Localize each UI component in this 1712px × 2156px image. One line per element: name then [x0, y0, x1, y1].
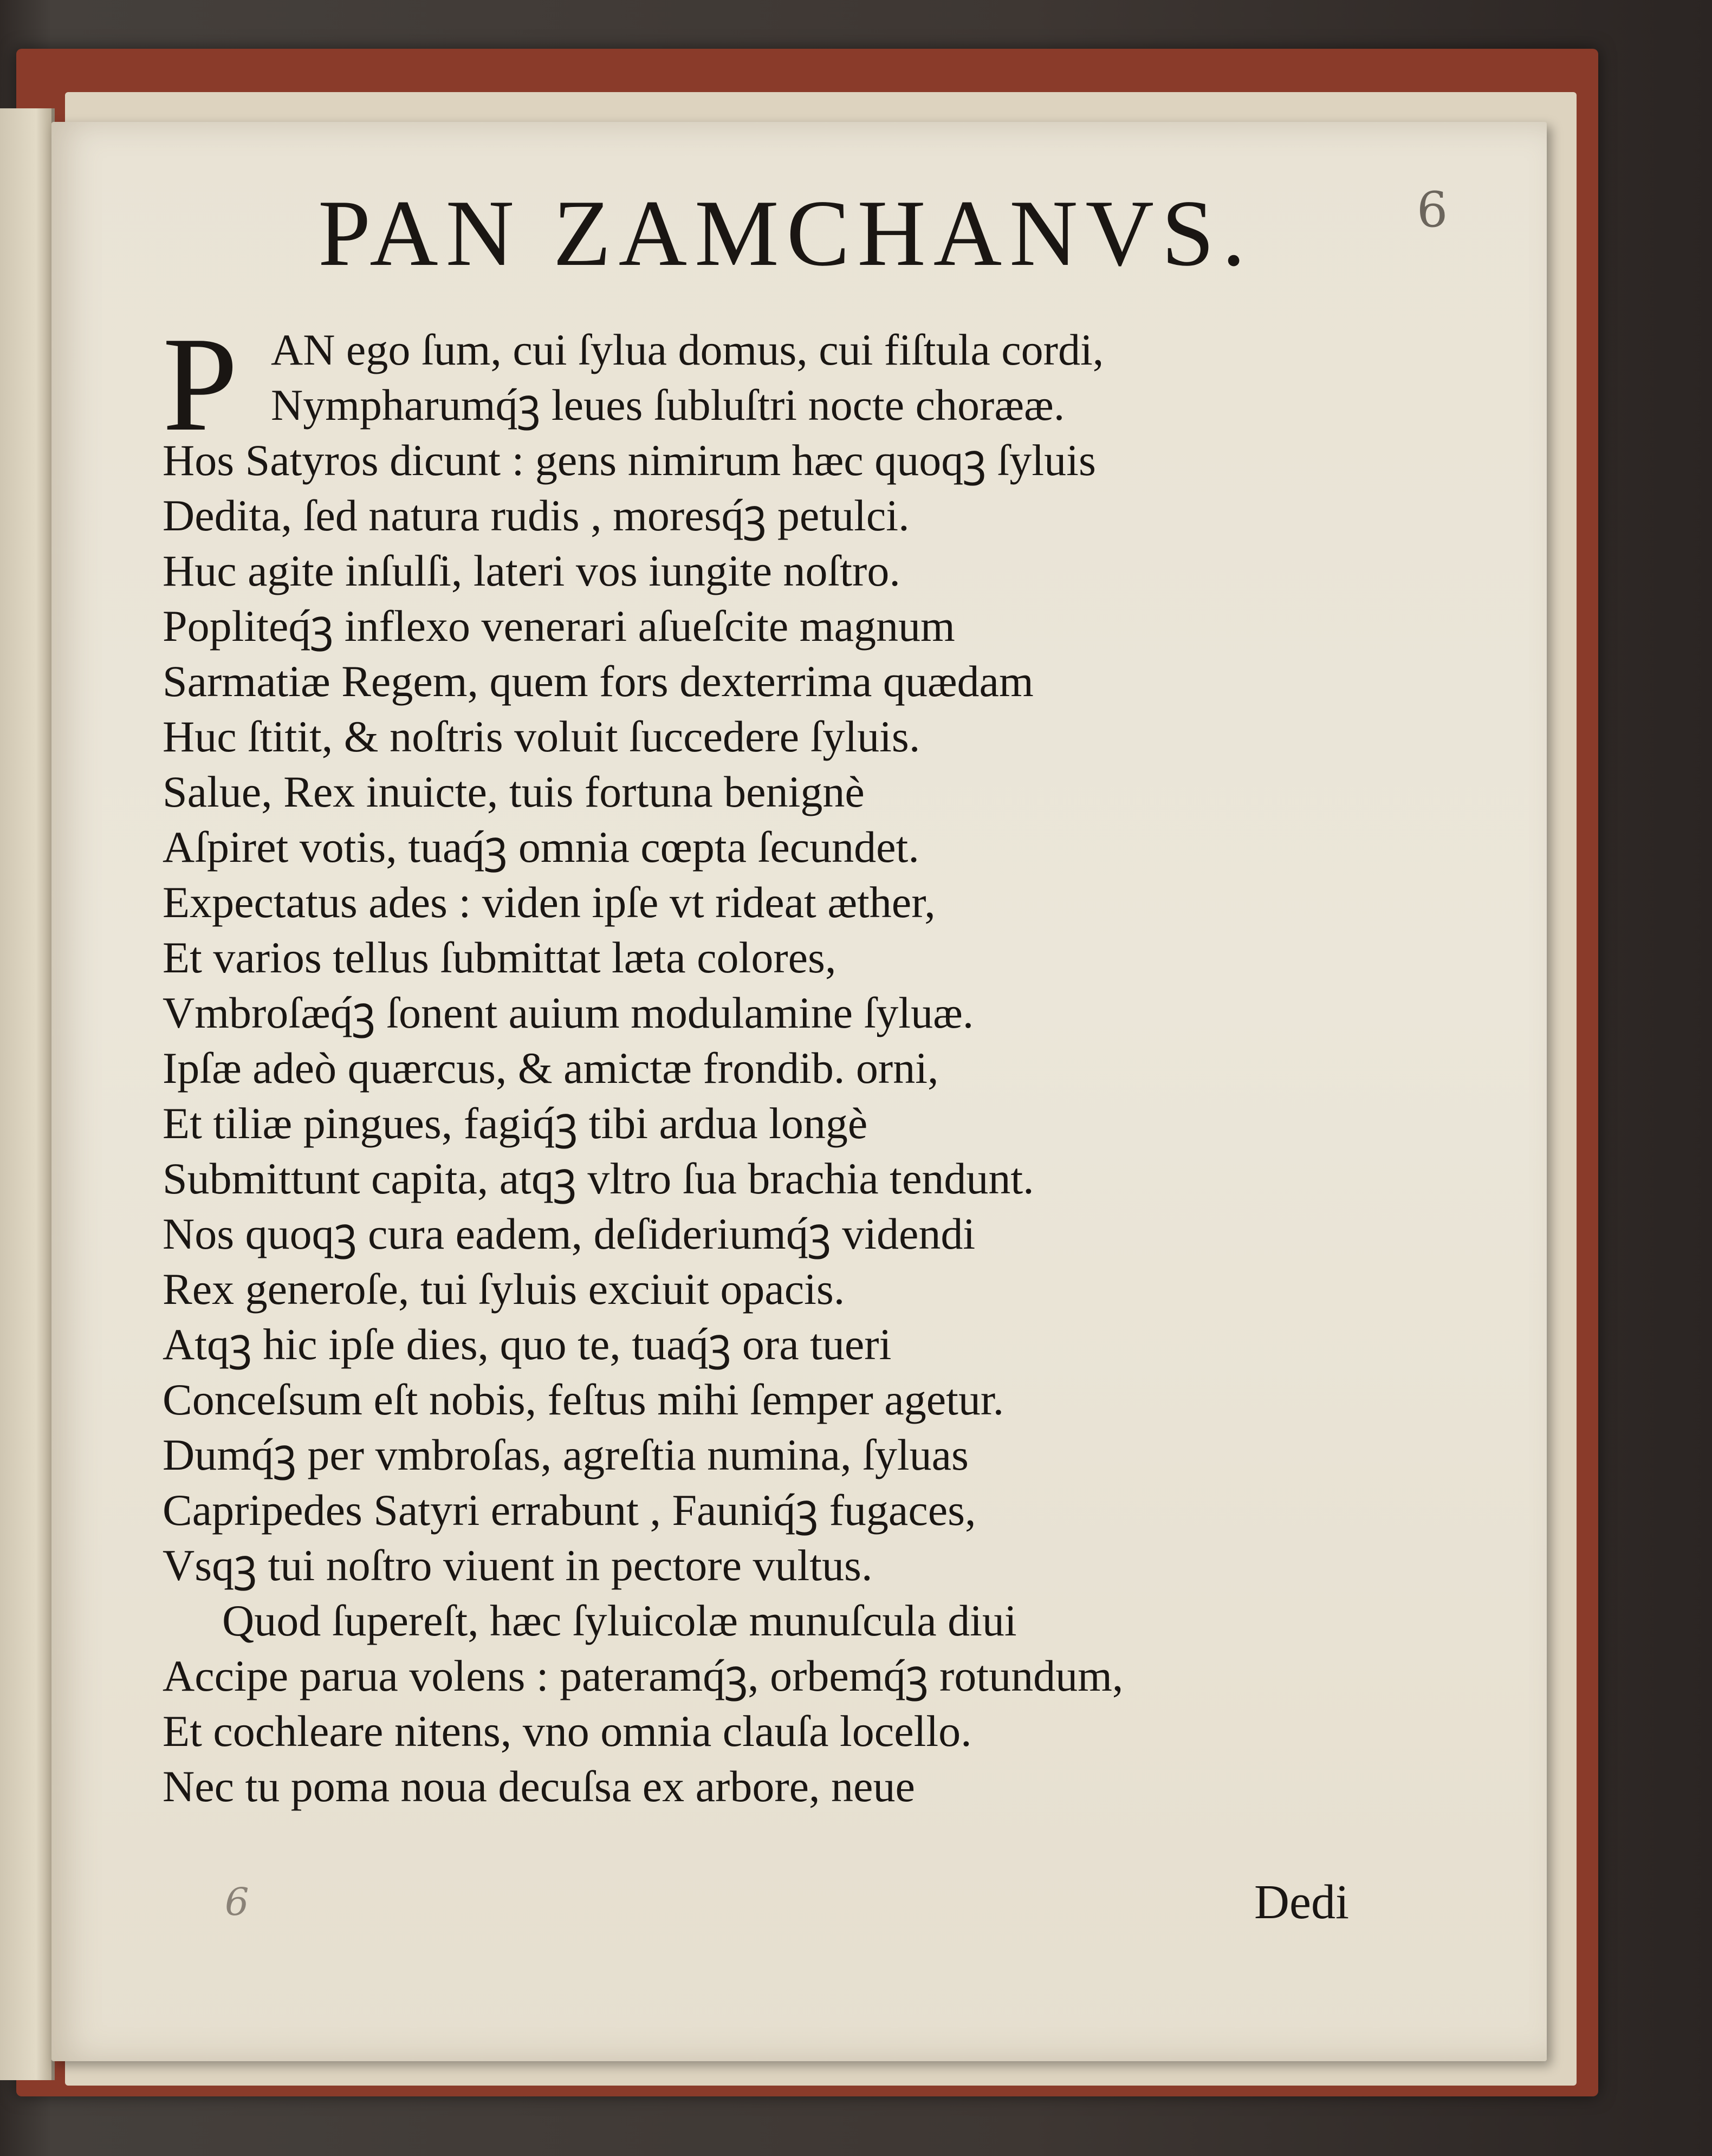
verse-line: Submittunt capita, atqꝫ vltro ſua brachia tendunt.	[163, 1154, 1034, 1203]
verse-line: Quod ſupereſt, hæc ſyluicolæ munuſcula diui	[222, 1596, 1017, 1645]
verse-line: Dedita, ſed natura rudis , moresq́ꝫ petulci.	[163, 491, 910, 540]
folio-mark: 6	[1417, 181, 1448, 238]
verse-line: Aſpiret votis, tuaq́ꝫ omnia cœpta ſecundet.	[163, 822, 919, 872]
verse-line: Salue, Rex inuicte, tuis fortuna benignè	[163, 767, 865, 816]
verse-line: Atqꝫ hic ipſe dies, quo te, tuaq́ꝫ ora tueri	[163, 1320, 892, 1369]
verse-line: Et cochleare nitens, vno omnia clauſa locello.	[163, 1706, 972, 1756]
verse-line: Rex generoſe, tui ſyluis exciuit opacis.	[163, 1264, 845, 1314]
verse-line: Et tiliæ pingues, fagiq́ꝫ tibi ardua longè	[163, 1099, 868, 1148]
verse-list	[163, 309, 1279, 1814]
verse-line: Nec tu poma noua decuſsa ex arbore, neue	[163, 1762, 915, 1811]
verse-line: Nos quoqꝫ cura eadem, deſideriumq́ꝫ videndi	[163, 1209, 976, 1258]
verse-line: Vsqꝫ tui noſtro viuent in pectore vultus.	[163, 1541, 873, 1590]
verse-line: Hos Satyros dicunt : gens nimirum hæc quoqꝫ ſyluis	[163, 436, 1096, 485]
catchword: Dedi	[1254, 1875, 1349, 1929]
verse-line: Ipſæ adeò quærcus, & amictæ frondib. orni,	[163, 1043, 939, 1093]
verse-line: Huc agite inſulſi, lateri vos iungite noſtro.	[163, 546, 900, 595]
verse-line: Conceſsum eſt nobis, feſtus mihi ſemper agetur.	[163, 1375, 1004, 1424]
verse-line: Dumq́ꝫ per vmbroſas, agreſtia numina, ſyluas	[163, 1430, 969, 1479]
verse-line: Vmbroſæq́ꝫ ſonent auium modulamine ſyluæ.	[163, 988, 974, 1037]
verse-line: Expectatus ades : viden ipſe vt rideat æther,	[163, 878, 936, 927]
left-page-edge	[0, 108, 55, 2080]
verse-line: Accipe parua volens : pateramq́ꝫ, orbemq́ꝫ rotundum,	[163, 1651, 1124, 1700]
verse-line: Capripedes Satyri errabunt , Fauniq́ꝫ fugaces,	[163, 1485, 976, 1535]
verse-line: AN ego ſum, cui ſylua domus, cui fiſtula cordi,	[271, 325, 1104, 374]
verse-line: Huc ſtitit, & noſtris voluit ſuccedere ſyluis.	[163, 712, 920, 761]
page-number: 6	[225, 1880, 249, 1924]
verse-line: Sarmatiæ Regem, quem fors dexterrima quædam	[163, 657, 1034, 706]
drop-cap: P	[163, 309, 238, 459]
verse-line: Popliteq́ꝫ inflexo venerari aſueſcite magnum	[163, 601, 955, 651]
page-title: PAN ZAMCHANVS.	[318, 180, 1253, 285]
verse-line: Nympharumq́ꝫ leues ſubluſtri nocte chorææ.	[271, 380, 1065, 430]
verse-line: Et varios tellus ſubmittat læta colores,	[163, 933, 836, 982]
